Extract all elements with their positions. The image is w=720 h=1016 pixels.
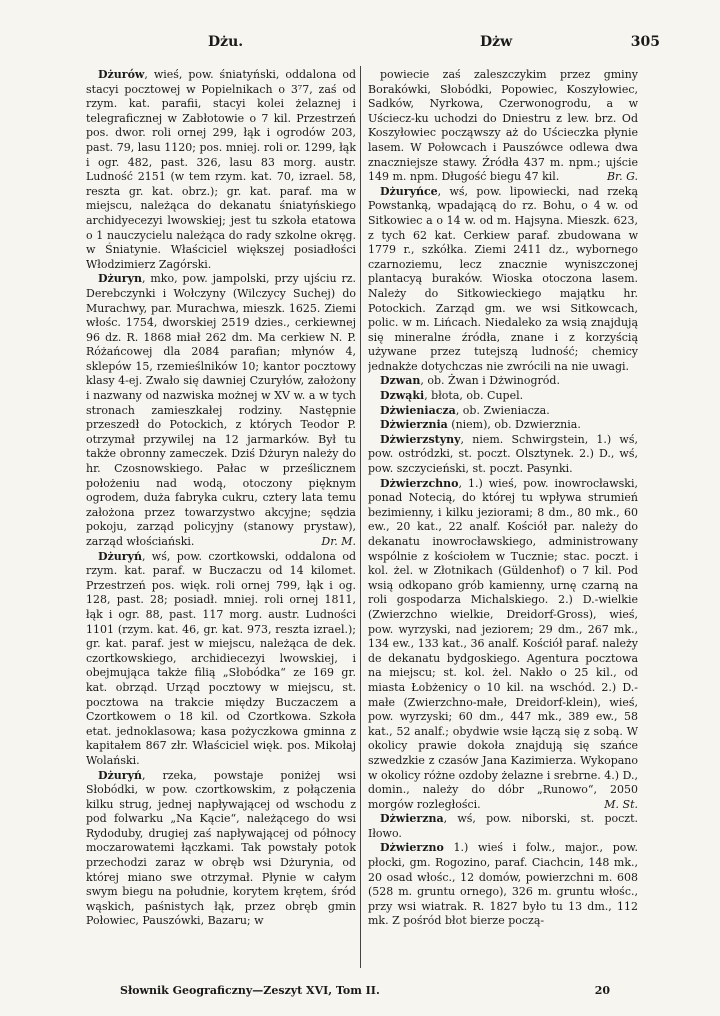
- dictionary-entry: [86, 272, 356, 549]
- entry-text: , mko, pow. jampolski, przy ujściu rz. Derebczynki i Wołczyny (Wilczycy Suchej) do Murachwy, par. Murachwa, mieszk. 1625. Ziemi włośc. 1754, dworskiej 2519 dzies., cerkiewnej 96 dz. R. 1868 miał 262 dm. Ma cerkiew N. P. Różańcowej dla 2084 parafian; młynów 4, sklepów 15, rzemieślników 10; kantor pocztowy klasy 4-ej. Zwało się dawniej Czuryłów, założony i nazwany od nazwiska możnej w XV w. a w tych stronach zamieszkałej rodziny. Następnie przeszedł do Potockich, z których Teodor P. otrzymał przywilej na 12 jarmarków. Był tu także obronny zameczek. Dziś Dżuryn należy do hr. Czosnowskiego. Pałac w prześlicznem położeniu nad wodą, otoczony pięknym ogrodem, duża fabryka cukru, cztery lata temu założona przez towarzystwo akcyjne; sędzia pokoju, zarząd policyjny (stanowy prystaw), zarząd włościański.: [86, 272, 356, 548]
- entry-text: powiecie zaś zaleszczykim przez gminy Borakówki, Słobódki, Popowiec, Koszyłowiec, Sadków, Nyrkowa, Czerwonogrodu, a w Uściecz-ku uchodzi do Dniestru z lew. brz. Od Koszyłowiec począwszy aż do Uścieczka płynie lasem. W Połowcach i Pauszówce odlewa dwa znaczniejsze stawy. Źródła 437 m. npm.; ujście 149 m. npm. Długość biegu 47 kil.: [368, 68, 638, 184]
- dictionary-entry: [86, 550, 356, 769]
- entry-text: , ob. Zwieniacza.: [455, 403, 550, 417]
- entry-text: , 1.) wieś, pow. inowrocławski, ponad Notecią, do której tu wpływa strumień bezimienny, i kilku jeziorami; 8 dm., 80 mk., 60 ew., 20 kat., 22 analf. Kościół par. należy do dekanatu inowrocławskiego, administrowany wspólnie z kościołem w Tucznie; stac. poczt. i kol. żel. w Złotnikach (Güldenhof) o 7 kil. Pod wsią odkopano grób kamienny, urnę czarną na roli gospodarza Michalskiego. 2.) D.-wielkie (Zwierzchno wielkie, Dreidorf-Gross), wieś, pow. wyrzyski, nad jeziorem; 29 dm., 267 mk., 134 ew., 133 kat., 36 analf. Kościół paraf. należy de dekanatu bydgoskiego. Agentura pocztowa na miejscu; st. kol. żel. Nakło o 25 kil., od miasta Łobżenicy o 10 kil. na wschód. 2.) D.-małe (Zwierzchno-małe, Dreidorf-klein), wieś, pow. wyrzyski; 60 dm., 447 mk., 389 ew., 58 kat., 52 analf.; obydwie wsie łączą się z sobą. W okolicy prawie dokoła znajdują się szańce szwedzkie z czasów Jana Kazimierza. Wykopano w okolicy różne ozdoby żelazne i srebrne. 4.) D., domin., należy do dóbr „Runowo“, 2050 morgów rozległości.: [368, 476, 638, 811]
- entry-text: , wieś, pow. śniatyński, oddalona od stacyi pocztowej w Popielnikach o 3⁷7, zaś od rzym. kat. parafii, stacyi kolei żelaznej i telegraficznej w Zabłotowie o 7 kil. Przestrzeń pos. dwor. roli ornej 299, łąk i ogrodów 203, past. 79, lasu 1120; pos. mniej. roli or. 1299, łąk i ogr. 482, past. 326, lasu 83 morg. austr. Ludność 2151 (w tem rzym. kat. 70, izrael. 58, reszta gr. kat. obrz.); gr. kat. paraf. ma w miejscu, należąca do dekanatu śniatyńskiego archidyecezyi lwowskiej; jest tu szkoła etatowa o 1 nauczycielu należąca do rady szkolne okręg. w Śniatynie. Właściciel większej posiadłości Włodzimierz Zagórski.: [86, 68, 356, 271]
- entry-signature: Dr. M.: [321, 535, 356, 548]
- dictionary-entry: [368, 841, 638, 929]
- left-column: [86, 68, 356, 968]
- dictionary-entry: [368, 418, 638, 433]
- signature-mark: 20: [594, 984, 610, 997]
- entry-text: , wś, pow. niborski, st. poczt. Iłowo.: [368, 812, 638, 840]
- running-head-center: Dżw: [480, 34, 513, 50]
- entry-headword: Dzwan: [380, 374, 421, 388]
- entry-text: , niem. Schwirgstein, 1.) wś, pow. ostródzki, st. poczt. Olsztynek. 2.) D., wś, pow. szczycieński, st. poczt. Pasynki.: [368, 432, 638, 476]
- entry-headword: Dżwierzna: [380, 812, 444, 826]
- dictionary-entry: [368, 812, 638, 841]
- entry-text: (niem), ob. Dzwierznia.: [447, 418, 581, 432]
- entry-text: 1.) wieś i folw., major., pow. płocki, gm. Rogozino, paraf. Ciachcin, 148 mk., 20 osad włośc., 12 domów, powierzchni m. 608 (528 m. gruntu ornego), 326 m. gruntu włośc., przy wsi wiatrak. R. 1827 było tu 13 dm., 112 mk. Z pośród błot bierze począ-: [368, 841, 638, 928]
- page-footer: [120, 984, 610, 997]
- right-column: [368, 68, 638, 968]
- entry-headword: Dzwąki: [380, 389, 425, 403]
- dictionary-entry: [368, 374, 638, 389]
- entry-headword: Dżwierzchno: [380, 476, 459, 490]
- entry-headword: Dżwieniacza: [380, 403, 456, 417]
- dictionary-entry: [368, 389, 638, 404]
- entry-text: , błota, ob. Cupel.: [424, 389, 524, 403]
- entry-headword: Dżuryń: [98, 549, 142, 563]
- entry-text: , wś, pow. czortkowski, oddalona od rzym. kat. paraf. w Buczaczu od 14 kilomet. Przestrzeń pos. więk. roli ornej 799, łąk i og. 128, past. 28; posiadł. mniej. roli ornej 1811, łąk i ogr. 88, past. 117 morg. austr. Ludności 1101 (rzym. kat. 46, gr. kat. 973, reszta izrael.); gr. kat. paraf. jest w miejscu, należąca de dek. czortkowskiego, archidiecezyi lwowskiej, i obejmująca także filią „Słobódka“ ze 169 gr. kat. obrząd. Urząd pocztowy w miejscu, st. pocztowa na trakcie między Buczaczem a Czortkowem o 18 kil. od Czortkowa. Szkoła etat. jednoklasowa; kasa pożyczkowa gminna z kapitałem 867 złr. Właściciel więk. pos. Mikołaj Wolański.: [86, 549, 356, 767]
- entry-headword: Dżwierznia: [380, 418, 448, 432]
- footer-title: Słownik Geograficzny—Zeszyt XVI, Tom II.: [120, 984, 380, 997]
- entry-text: , rzeka, powstaje poniżej wsi Słobódki, w pow. czortkowskim, z połączenia kilku strug, jednej napływającej od wschodu z pod folwarku „Na Kącie“, należącego do wsi Rydoduby, drugiej zaś napływającej od północy moczarowatemi łączkami. Tak powstały potok przechodzi zaraz w obręb wsi Dżurynia, od której miano swe otrzymał. Płynie w całym swym biegu na południe, korytem krętem, śród wąskich, paśnistych łąk, przez obręb gmin Połowiec, Pauszówki, Bazaru; w: [86, 768, 356, 928]
- dictionary-entry: [368, 433, 638, 477]
- page-header: [80, 34, 660, 54]
- column-divider: [360, 66, 361, 968]
- dictionary-entry: [86, 68, 356, 272]
- running-head-left: Dżu.: [208, 34, 244, 50]
- entry-headword: Dżuryn: [98, 272, 142, 286]
- entry-text: , wś, pow. lipowiecki, nad rzeką Powstanką, wpadającą do rz. Bohu, o 4 w. od Sitkowiec a o 14 w. od m. Hajsyna. Mieszk. 623, z tych 62 kat. Cerkiew paraf. zbudowana w 1779 r., szkółka. Ziemi 2411 dz., wybornego czarnoziemu, lecz znacznie wyniszczonej plantacyą buraków. Wioska otoczona lasem. Należy do Sitkowieckiego majątku hr. Potockich. Zarząd gm. we wsi Sitkowcach, polic. w m. Lińcach. Niedaleko za wsią znajdują się mineralne źródła, znane i z korzyścią używane przez tutejszą ludność; chemicy jednakże dotychczas nie zwrócili na nie uwagi.: [368, 184, 638, 373]
- entry-headword: Dżurów: [98, 68, 145, 81]
- dictionary-entry: [368, 185, 638, 375]
- entry-signature: Br. G.: [606, 170, 638, 184]
- page-number: 305: [630, 34, 660, 50]
- dictionary-entry: [368, 68, 638, 185]
- entry-signature: M. St.: [604, 797, 638, 811]
- entry-headword: Dżuryńce: [380, 184, 438, 198]
- entry-headword: Dżwierzno: [380, 841, 444, 855]
- entry-headword: Dżwierzstyny: [380, 432, 461, 446]
- entry-headword: Dżuryń: [98, 768, 142, 782]
- entry-text: , ob. Żwan i Dżwinogród.: [420, 374, 560, 388]
- dictionary-entry: [368, 404, 638, 419]
- dictionary-entry: [368, 477, 638, 813]
- dictionary-entry: [86, 769, 356, 930]
